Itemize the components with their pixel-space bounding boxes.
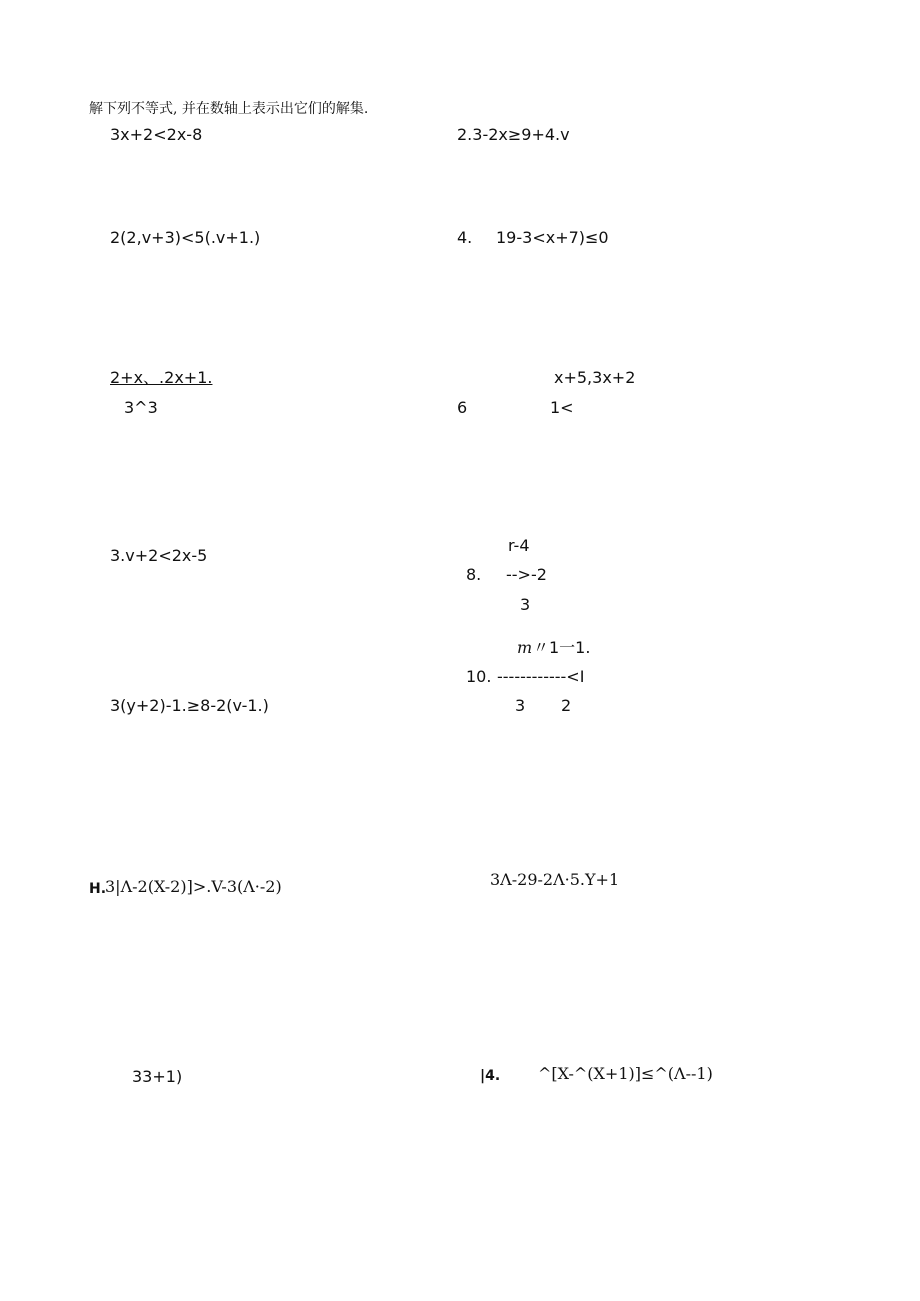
instructions-heading: 解下列不等式, 并在数轴上表示出它们的解集. bbox=[89, 101, 369, 117]
problem-6-numerator: x+5,3x+2 bbox=[554, 368, 636, 387]
problem-6-cut-line: 1< bbox=[550, 398, 574, 417]
problem-1: 3x+2<2x-8 bbox=[110, 125, 203, 144]
problem-10-number: 10. bbox=[466, 667, 492, 686]
problem-11-number: H. bbox=[89, 881, 107, 897]
problem-7: 3.v+2<2x-5 bbox=[110, 546, 208, 565]
problem-10-denominator-2: 2 bbox=[561, 696, 572, 715]
problem-8-fraction-line: -->-2 bbox=[506, 565, 547, 584]
problem-8-numerator: r-4 bbox=[508, 536, 530, 555]
problem-5-numerator: 2+x、.2x+1. bbox=[110, 368, 213, 387]
problem-14-number: |4. bbox=[480, 1068, 501, 1084]
problem-5-cut-line: 3^3 bbox=[124, 398, 158, 417]
problem-4-number: 4. bbox=[457, 228, 473, 247]
problem-8-number: 8. bbox=[466, 565, 482, 584]
problem-6-number: 6 bbox=[457, 398, 468, 417]
problem-3: 2(2,v+3)<5(.v+1.) bbox=[110, 228, 261, 247]
problem-11: 3|Λ-2(X-2)]>.V-3(Λ·-2) bbox=[105, 877, 282, 896]
problem-10-denominator-1: 3 bbox=[515, 696, 526, 715]
problem-13: 33+1) bbox=[132, 1067, 183, 1086]
problem-10-fraction-line: ------------<I bbox=[497, 667, 585, 686]
problem-8-denominator: 3 bbox=[520, 595, 531, 614]
problem-2: 2.3-2x≥9+4.v bbox=[457, 125, 570, 144]
problem-9: 3(y+2)-1.≥8-2(v-1.) bbox=[110, 696, 269, 715]
problem-10-variable: m bbox=[517, 638, 533, 657]
problem-4: 19-3<x+7)≤0 bbox=[496, 228, 609, 247]
problem-12: 3Λ-29-2Λ·5.Y+1 bbox=[490, 870, 620, 889]
problem-14: ^[X-^(X+1)]≤^(Λ--1) bbox=[538, 1064, 713, 1083]
problem-10-numerator: 〃1一1. bbox=[533, 638, 591, 657]
